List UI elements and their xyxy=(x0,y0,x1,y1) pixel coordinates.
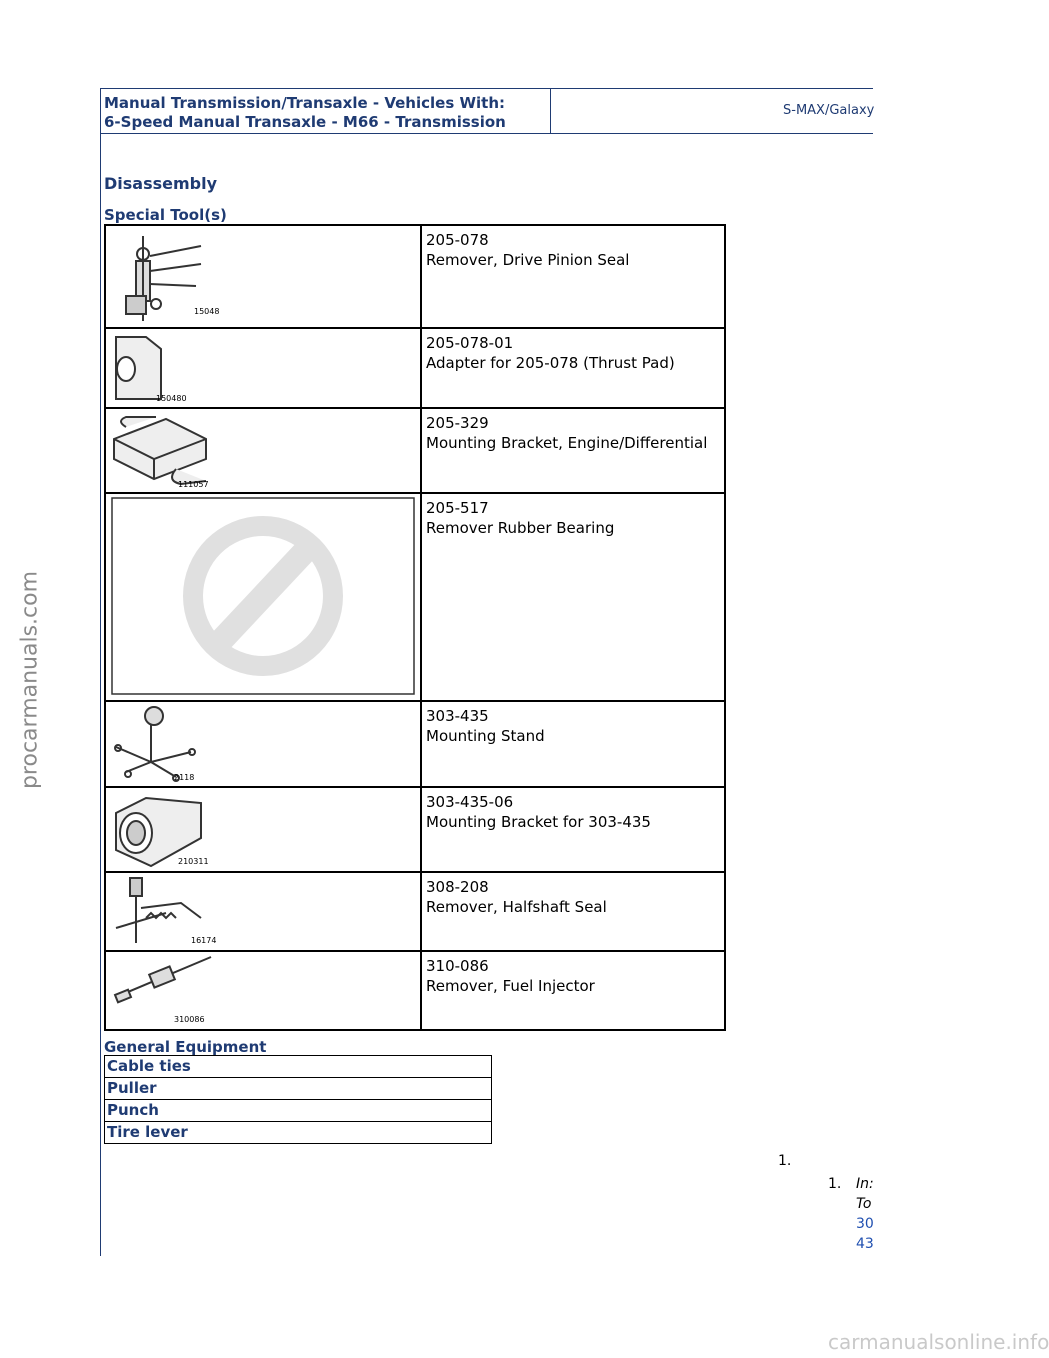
tool-description xyxy=(426,230,629,270)
tool-image-label: 16174 xyxy=(191,936,217,945)
tool-image xyxy=(106,226,422,327)
tool-row xyxy=(106,788,724,873)
tool-image xyxy=(106,329,422,407)
tool-number: 308-208 xyxy=(426,878,489,896)
tool-number: 205-329 xyxy=(426,414,489,432)
left-border-rule xyxy=(100,88,101,1256)
top-border-rule xyxy=(100,88,873,89)
section-title: Disassembly xyxy=(104,174,218,193)
special-tools-heading: Special Tool(s) xyxy=(104,206,227,224)
tool-image-label: 150480 xyxy=(156,394,187,403)
puller-tool-icon xyxy=(106,226,420,327)
housing-bracket-icon xyxy=(106,788,420,871)
reference-link[interactable]: 30 xyxy=(856,1216,874,1232)
tool-row xyxy=(106,226,724,329)
tool-number: 205-517 xyxy=(426,499,489,517)
tool-name: Remover Rubber Bearing xyxy=(426,519,615,537)
substep-text: To xyxy=(856,1196,872,1212)
tool-number: 205-078 xyxy=(426,231,489,249)
step-number: 1. xyxy=(778,1153,792,1169)
tool-image xyxy=(106,952,422,1029)
general-equipment-heading: General Equipment xyxy=(104,1038,267,1056)
tool-name: Mounting Stand xyxy=(426,727,545,745)
tool-description xyxy=(426,333,675,373)
tool-row xyxy=(106,952,724,1029)
substep-text: In: xyxy=(856,1176,874,1192)
bracket-icon xyxy=(106,409,420,492)
no-image-icon xyxy=(106,494,420,700)
reference-link[interactable]: 43 xyxy=(856,1236,874,1252)
tool-description xyxy=(426,877,607,917)
tool-image xyxy=(106,494,422,700)
tool-description xyxy=(426,956,595,996)
header-bottom-rule xyxy=(100,133,873,134)
tool-number: 303-435 xyxy=(426,707,489,725)
tool-description xyxy=(426,413,707,453)
tool-name: Mounting Bracket, Engine/Differential xyxy=(426,434,708,452)
tool-name: Remover, Fuel Injector xyxy=(426,977,595,995)
seal-remover-icon xyxy=(106,873,420,950)
adapter-pad-icon xyxy=(106,329,420,407)
equipment-item: Tire lever xyxy=(104,1122,492,1144)
slide-hammer-icon xyxy=(106,952,420,1029)
side-watermark: procarmanuals.com xyxy=(17,570,43,790)
general-equipment-table xyxy=(104,1055,492,1144)
tool-image xyxy=(106,873,422,950)
tool-name: Remover, Halfshaft Seal xyxy=(426,898,607,916)
tool-row xyxy=(106,329,724,409)
tool-image-label: 210311 xyxy=(178,857,209,866)
bottom-watermark: carmanualsonline.info xyxy=(828,1330,1049,1354)
tool-image-label: 15048 xyxy=(194,307,220,316)
equipment-item: Punch xyxy=(104,1100,492,1122)
tool-name: Mounting Bracket for 303-435 xyxy=(426,813,651,831)
tool-description xyxy=(426,498,614,538)
tool-description xyxy=(426,792,651,832)
tool-number: 310-086 xyxy=(426,957,489,975)
tool-row xyxy=(106,494,724,702)
tool-number: 303-435-06 xyxy=(426,793,514,811)
tool-row xyxy=(106,702,724,788)
equipment-item: Cable ties xyxy=(104,1056,492,1078)
stand-icon xyxy=(106,702,420,786)
tool-row xyxy=(106,873,724,952)
tool-image xyxy=(106,788,422,871)
header-model: S-MAX/Galaxy xyxy=(783,103,875,118)
header-title-line-2: 6-Speed Manual Transaxle - M66 - Transmission xyxy=(104,113,506,131)
tool-image-label: 2118 xyxy=(174,773,195,782)
header-title xyxy=(104,94,506,132)
tool-image xyxy=(106,409,422,492)
tool-image-label: 111057 xyxy=(178,480,209,489)
tool-image xyxy=(106,702,422,786)
tool-number: 205-078-01 xyxy=(426,334,514,352)
tool-image-label: 310086 xyxy=(174,1015,205,1024)
tool-name: Adapter for 205-078 (Thrust Pad) xyxy=(426,354,675,372)
equipment-item: Puller xyxy=(104,1078,492,1100)
header-title-line-1: Manual Transmission/Transaxle - Vehicles With: xyxy=(104,94,506,112)
tool-row xyxy=(106,409,724,494)
tool-name: Remover, Drive Pinion Seal xyxy=(426,251,630,269)
tool-description xyxy=(426,706,545,746)
special-tools-table xyxy=(104,224,726,1031)
substep-number: 1. xyxy=(828,1176,842,1192)
header-divider xyxy=(550,88,551,133)
